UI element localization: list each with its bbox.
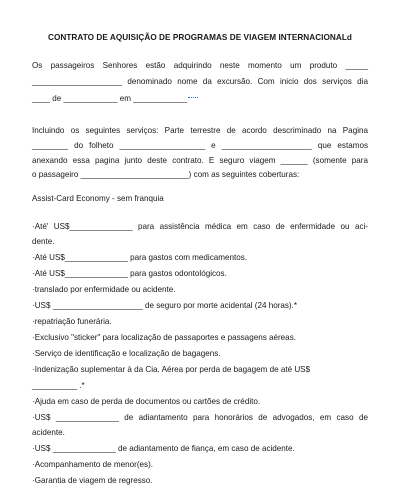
coverage-item-continued: dente. [32, 237, 55, 246]
coverage-item: ·Ajuda em caso de perda de documentos ou cartões de crédito. [32, 397, 261, 406]
coverage-item: ·Até US$______________ para gastos odontológicos. [32, 269, 227, 278]
coverage-item-continued: __________ .* [32, 381, 85, 390]
paragraph2-line4: o passageiro ________________________) com as seguintes coberturas: [32, 170, 300, 179]
paragraph1-line3 [32, 94, 198, 104]
coverage-item: ·Até' US$______________ para assistência médica em caso de enfermidade ou aci- [32, 222, 368, 231]
spellcheck-squiggle-icon [188, 94, 198, 98]
coverage-item: ·repatriação funerária. [32, 317, 112, 326]
coverage-item: ·translado por enfermidade ou acidente. [32, 285, 176, 294]
paragraph2-line1: Incluindo os seguintes serviços: Parte terrestre de acordo descriminado na Pagina [32, 126, 368, 135]
coverage-item-continued: acidente. [32, 428, 65, 437]
coverage-item: ·Garantia de viagem de regresso. [32, 476, 153, 485]
coverage-item: ·Indenização suplementar à da Cia. Aérea por perda de bagagem de até US$ [32, 365, 311, 374]
coverage-item: ·Até US$______________ para gastos com medicamentos. [32, 253, 248, 262]
coverage-item: ·Exclusivo "sticker" para localização de passaportes e passagens aéreas. [32, 333, 296, 342]
coverage-item: ·Serviço de identificação e localização de bagagens. [32, 349, 221, 358]
paragraph1-line2: ____________________ denominado nome da excursão. Com inicio dos serviços dia [32, 77, 368, 86]
plan-name: Assist-Card Economy - sem franquia [32, 194, 164, 203]
paragraph2-line2: ________ do folheto ___________________ e ____________________ que estamos [32, 141, 368, 150]
document-title: CONTRATO DE AQUISIÇÃO DE PROGRAMAS DE VIAGEM INTERNACIONALd [48, 33, 352, 42]
paragraph1-line3-text: ____ de ____________ em ____________ [32, 94, 188, 103]
coverage-item: ·US$ ______________ de adiantamento para honorários de advogados, em caso de [32, 413, 368, 422]
paragraph1-line1: Os passageiros Senhores estão adquirindo neste momento um produto _____ [32, 61, 368, 70]
coverage-item: ·US$ ______________ de adiantamento de fiança, em caso de acidente. [32, 444, 295, 453]
coverage-item: ·US$ ____________________ de seguro por morte acidental (24 horas).* [32, 301, 298, 310]
coverage-item: ·Acompanhamento de menor(es). [32, 460, 154, 469]
paragraph2-line3: anexando essa pagina junto deste contrato. E seguro viagem ______ (somente para [32, 156, 368, 165]
